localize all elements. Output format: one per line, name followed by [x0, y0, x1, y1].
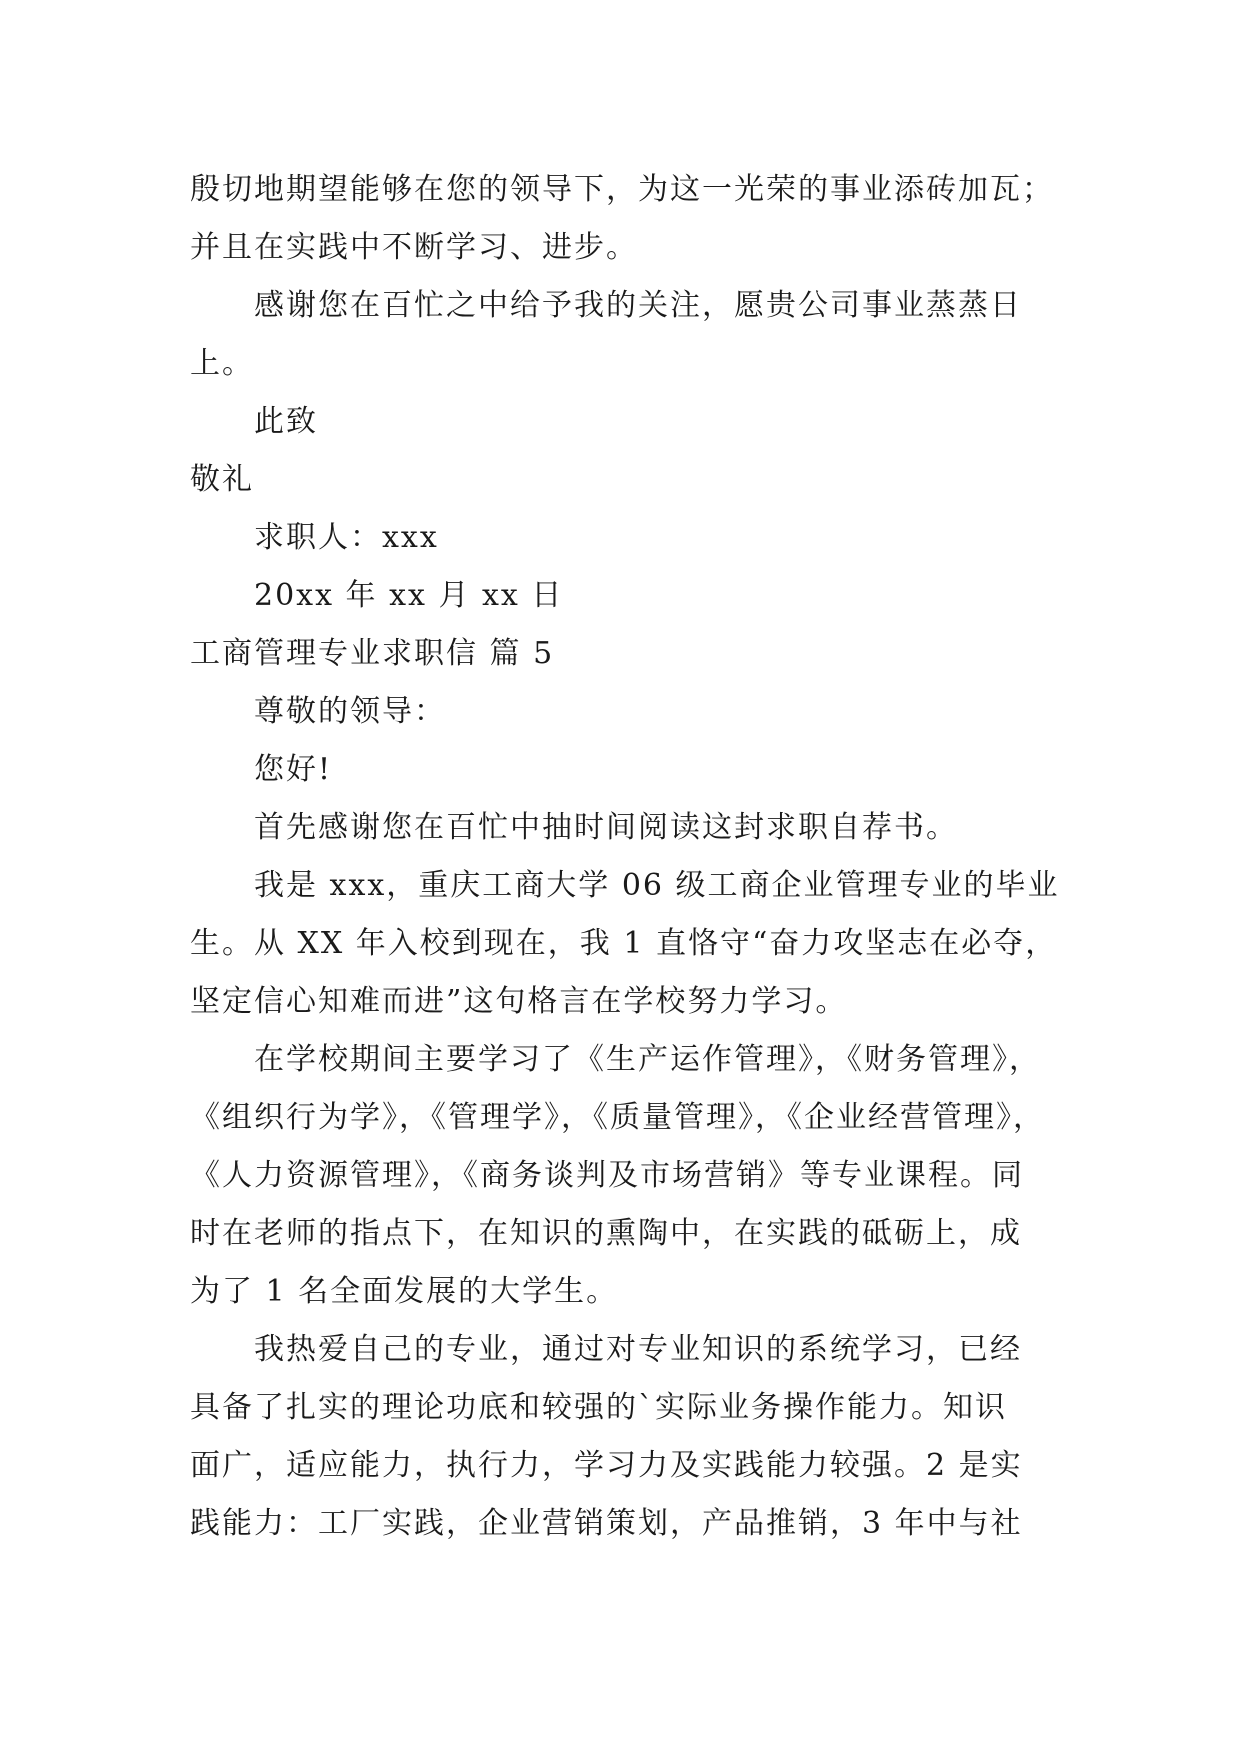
- text-line: 具备了扎实的理论功底和较强的`实际业务操作能力。知识: [190, 1390, 1007, 1425]
- text-line: 殷切地期望能够在您的领导下，为这一光荣的事业添砖加瓦；: [190, 172, 1054, 207]
- text-line: 生。从 XX 年入校到现在，我 1 直恪守“奋力攻坚志在必夺，: [190, 926, 1058, 961]
- text-line: 我是 xxx，重庆工商大学 06 级工商企业管理专业的毕业: [254, 868, 1060, 903]
- text-line: 《组织行为学》，《管理学》，《质量管理》，《企业经营管理》，: [190, 1100, 1045, 1135]
- text-line: 感谢您在百忙之中给予我的关注，愿贵公司事业蒸蒸日: [254, 288, 1022, 323]
- text-line: 为了 1 名全面发展的大学生。: [190, 1274, 619, 1309]
- applicant-signature: 求职人：xxx: [254, 520, 439, 555]
- closing-salutation: 此致: [254, 404, 318, 439]
- text-line: 面广，适应能力，执行力，学习力及实践能力较强。2 是实: [190, 1448, 1023, 1483]
- text-line: 在学校期间主要学习了《生产运作管理》，《财务管理》，: [254, 1042, 1041, 1077]
- letter-date: 20xx 年 xx 月 xx 日: [254, 578, 564, 613]
- text-line: 坚定信心知难而进”这句格言在学校努力学习。: [190, 984, 848, 1019]
- section-heading: 工商管理专业求职信 篇 5: [190, 636, 555, 671]
- text-line: 践能力：工厂实践，企业营销策划，产品推销，3 年中与社: [190, 1506, 1023, 1541]
- text-line: 时在老师的指点下，在知识的熏陶中，在实践的砥砺上，成: [190, 1216, 1022, 1251]
- text-line: 我热爱自己的专业，通过对专业知识的系统学习，已经: [254, 1332, 1022, 1367]
- closing-regards: 敬礼: [190, 462, 254, 497]
- text-line: 首先感谢您在百忙中抽时间阅读这封求职自荐书。: [254, 810, 958, 845]
- greeting-hello: 您好!: [254, 752, 333, 787]
- greeting: 尊敬的领导：: [254, 694, 446, 729]
- text-line: 《人力资源管理》，《商务谈判及市场营销》等专业课程。同: [190, 1158, 1024, 1193]
- text-line: 上。: [190, 346, 254, 381]
- text-line: 并且在实践中不断学习、进步。: [190, 230, 638, 265]
